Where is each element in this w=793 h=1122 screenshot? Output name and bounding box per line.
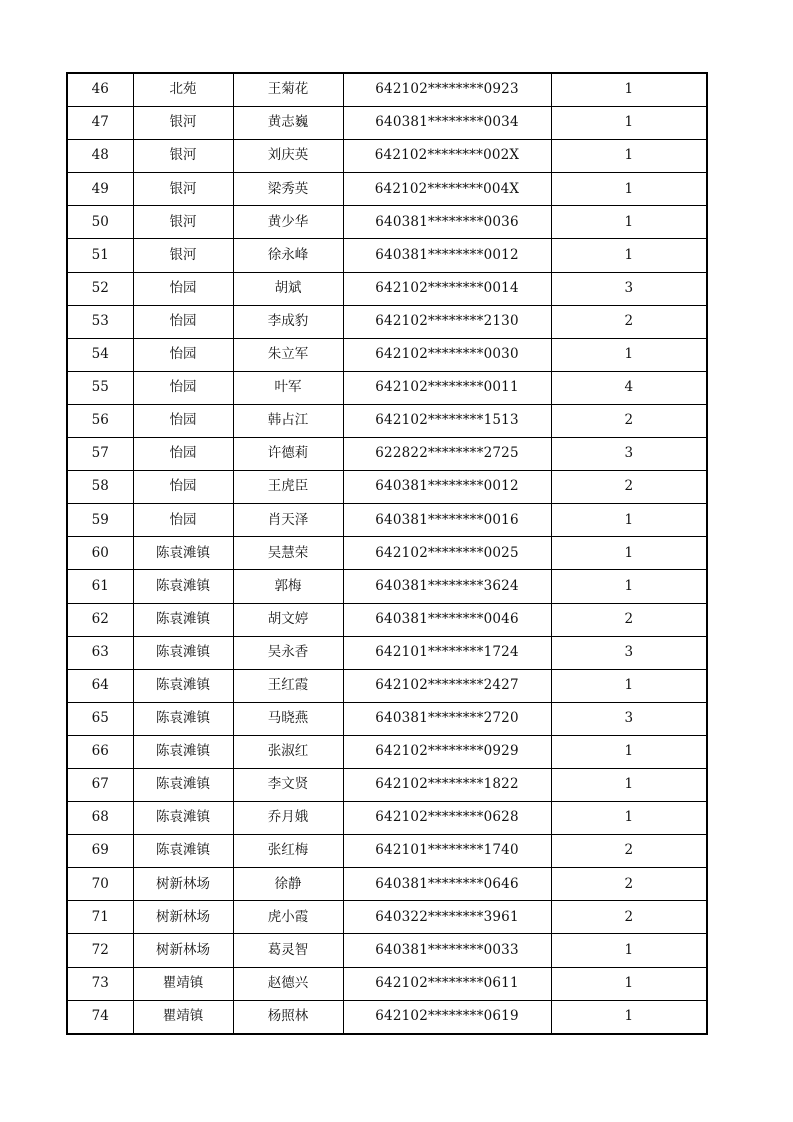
table-row xyxy=(67,603,707,636)
id-number-cell: 642102********0929 xyxy=(343,735,551,768)
table-row xyxy=(67,471,707,504)
town-cell: 陈袁滩镇 xyxy=(133,768,233,801)
id-number-cell: 642102********2130 xyxy=(343,305,551,338)
count-cell: 3 xyxy=(551,636,707,669)
town-cell: 怡园 xyxy=(133,371,233,404)
table-row xyxy=(67,537,707,570)
row-number-cell: 54 xyxy=(67,338,133,371)
count-cell: 1 xyxy=(551,537,707,570)
household-table xyxy=(66,72,708,1035)
person-name-cell: 朱立军 xyxy=(233,338,343,371)
count-cell: 1 xyxy=(551,73,707,107)
person-name-cell: 赵德兴 xyxy=(233,967,343,1000)
row-number-cell: 61 xyxy=(67,570,133,603)
person-name-cell: 胡斌 xyxy=(233,272,343,305)
row-number-cell: 59 xyxy=(67,504,133,537)
table-row xyxy=(67,305,707,338)
town-cell: 怡园 xyxy=(133,305,233,338)
person-name-cell: 叶军 xyxy=(233,371,343,404)
count-cell: 2 xyxy=(551,868,707,901)
table-row xyxy=(67,404,707,437)
row-number-cell: 64 xyxy=(67,669,133,702)
table-body xyxy=(67,73,707,1034)
count-cell: 2 xyxy=(551,471,707,504)
person-name-cell: 张红梅 xyxy=(233,835,343,868)
id-number-cell: 640381********3624 xyxy=(343,570,551,603)
person-name-cell: 张淑红 xyxy=(233,735,343,768)
person-name-cell: 乔月娥 xyxy=(233,802,343,835)
table-row xyxy=(67,802,707,835)
count-cell: 3 xyxy=(551,702,707,735)
table-row xyxy=(67,504,707,537)
count-cell: 1 xyxy=(551,967,707,1000)
table-row xyxy=(67,735,707,768)
row-number-cell: 70 xyxy=(67,868,133,901)
id-number-cell: 642102********002X xyxy=(343,140,551,173)
town-cell: 怡园 xyxy=(133,471,233,504)
count-cell: 1 xyxy=(551,735,707,768)
person-name-cell: 黄志巍 xyxy=(233,107,343,140)
person-name-cell: 吴慧荣 xyxy=(233,537,343,570)
row-number-cell: 68 xyxy=(67,802,133,835)
id-number-cell: 640322********3961 xyxy=(343,901,551,934)
count-cell: 1 xyxy=(551,140,707,173)
person-name-cell: 李成豹 xyxy=(233,305,343,338)
id-number-cell: 642102********0011 xyxy=(343,371,551,404)
id-number-cell: 642102********1822 xyxy=(343,768,551,801)
table-row xyxy=(67,768,707,801)
id-number-cell: 640381********0012 xyxy=(343,471,551,504)
count-cell: 1 xyxy=(551,768,707,801)
town-cell: 陈袁滩镇 xyxy=(133,702,233,735)
person-name-cell: 徐静 xyxy=(233,868,343,901)
id-number-cell: 640381********0012 xyxy=(343,239,551,272)
id-number-cell: 642102********0611 xyxy=(343,967,551,1000)
table-row xyxy=(67,73,707,107)
town-cell: 树新林场 xyxy=(133,868,233,901)
id-number-cell: 640381********0034 xyxy=(343,107,551,140)
id-number-cell: 642102********0030 xyxy=(343,338,551,371)
row-number-cell: 53 xyxy=(67,305,133,338)
count-cell: 1 xyxy=(551,239,707,272)
count-cell: 1 xyxy=(551,934,707,967)
id-number-cell: 642102********1513 xyxy=(343,404,551,437)
table-row xyxy=(67,570,707,603)
row-number-cell: 66 xyxy=(67,735,133,768)
id-number-cell: 642101********1724 xyxy=(343,636,551,669)
row-number-cell: 63 xyxy=(67,636,133,669)
id-number-cell: 642102********004X xyxy=(343,173,551,206)
person-name-cell: 许德莉 xyxy=(233,438,343,471)
table-row xyxy=(67,107,707,140)
id-number-cell: 622822********2725 xyxy=(343,438,551,471)
person-name-cell: 吴永香 xyxy=(233,636,343,669)
row-number-cell: 49 xyxy=(67,173,133,206)
person-name-cell: 马晓燕 xyxy=(233,702,343,735)
id-number-cell: 640381********2720 xyxy=(343,702,551,735)
table-row xyxy=(67,272,707,305)
count-cell: 2 xyxy=(551,835,707,868)
id-number-cell: 640381********0016 xyxy=(343,504,551,537)
row-number-cell: 60 xyxy=(67,537,133,570)
town-cell: 北苑 xyxy=(133,73,233,107)
row-number-cell: 72 xyxy=(67,934,133,967)
town-cell: 银河 xyxy=(133,107,233,140)
row-number-cell: 56 xyxy=(67,404,133,437)
count-cell: 1 xyxy=(551,206,707,239)
person-name-cell: 徐永峰 xyxy=(233,239,343,272)
town-cell: 怡园 xyxy=(133,404,233,437)
row-number-cell: 71 xyxy=(67,901,133,934)
count-cell: 2 xyxy=(551,901,707,934)
id-number-cell: 642102********0025 xyxy=(343,537,551,570)
count-cell: 4 xyxy=(551,371,707,404)
id-number-cell: 642102********0923 xyxy=(343,73,551,107)
count-cell: 1 xyxy=(551,669,707,702)
id-number-cell: 642101********1740 xyxy=(343,835,551,868)
town-cell: 树新林场 xyxy=(133,934,233,967)
count-cell: 1 xyxy=(551,570,707,603)
id-number-cell: 642102********2427 xyxy=(343,669,551,702)
count-cell: 1 xyxy=(551,338,707,371)
table-row xyxy=(67,669,707,702)
person-name-cell: 肖天泽 xyxy=(233,504,343,537)
table-row xyxy=(67,1000,707,1034)
table-row xyxy=(67,934,707,967)
table-row xyxy=(67,636,707,669)
id-number-cell: 640381********0033 xyxy=(343,934,551,967)
row-number-cell: 48 xyxy=(67,140,133,173)
row-number-cell: 52 xyxy=(67,272,133,305)
count-cell: 1 xyxy=(551,173,707,206)
count-cell: 1 xyxy=(551,802,707,835)
row-number-cell: 67 xyxy=(67,768,133,801)
table-row xyxy=(67,702,707,735)
town-cell: 银河 xyxy=(133,239,233,272)
count-cell: 2 xyxy=(551,404,707,437)
person-name-cell: 胡文婷 xyxy=(233,603,343,636)
id-number-cell: 640381********0646 xyxy=(343,868,551,901)
person-name-cell: 葛灵智 xyxy=(233,934,343,967)
person-name-cell: 虎小霞 xyxy=(233,901,343,934)
town-cell: 怡园 xyxy=(133,338,233,371)
town-cell: 银河 xyxy=(133,173,233,206)
person-name-cell: 刘庆英 xyxy=(233,140,343,173)
table-row xyxy=(67,868,707,901)
row-number-cell: 69 xyxy=(67,835,133,868)
table-row xyxy=(67,835,707,868)
town-cell: 陈袁滩镇 xyxy=(133,537,233,570)
row-number-cell: 62 xyxy=(67,603,133,636)
id-number-cell: 642102********0619 xyxy=(343,1000,551,1034)
count-cell: 1 xyxy=(551,107,707,140)
town-cell: 陈袁滩镇 xyxy=(133,735,233,768)
town-cell: 陈袁滩镇 xyxy=(133,603,233,636)
table-row xyxy=(67,239,707,272)
person-name-cell: 梁秀英 xyxy=(233,173,343,206)
town-cell: 陈袁滩镇 xyxy=(133,669,233,702)
row-number-cell: 50 xyxy=(67,206,133,239)
town-cell: 银河 xyxy=(133,206,233,239)
town-cell: 怡园 xyxy=(133,504,233,537)
count-cell: 2 xyxy=(551,603,707,636)
town-cell: 树新林场 xyxy=(133,901,233,934)
row-number-cell: 51 xyxy=(67,239,133,272)
count-cell: 1 xyxy=(551,504,707,537)
town-cell: 怡园 xyxy=(133,272,233,305)
person-name-cell: 黄少华 xyxy=(233,206,343,239)
person-name-cell: 杨照林 xyxy=(233,1000,343,1034)
table-row xyxy=(67,140,707,173)
town-cell: 陈袁滩镇 xyxy=(133,636,233,669)
town-cell: 银河 xyxy=(133,140,233,173)
table-row xyxy=(67,967,707,1000)
row-number-cell: 74 xyxy=(67,1000,133,1034)
table-row xyxy=(67,371,707,404)
count-cell: 1 xyxy=(551,1000,707,1034)
town-cell: 陈袁滩镇 xyxy=(133,570,233,603)
person-name-cell: 韩占江 xyxy=(233,404,343,437)
table-row xyxy=(67,438,707,471)
table-row xyxy=(67,206,707,239)
town-cell: 陈袁滩镇 xyxy=(133,802,233,835)
id-number-cell: 642102********0628 xyxy=(343,802,551,835)
person-name-cell: 王虎臣 xyxy=(233,471,343,504)
town-cell: 怡园 xyxy=(133,438,233,471)
town-cell: 瞿靖镇 xyxy=(133,1000,233,1034)
table-row xyxy=(67,338,707,371)
id-number-cell: 640381********0036 xyxy=(343,206,551,239)
count-cell: 3 xyxy=(551,438,707,471)
row-number-cell: 46 xyxy=(67,73,133,107)
count-cell: 2 xyxy=(551,305,707,338)
person-name-cell: 王红霞 xyxy=(233,669,343,702)
person-name-cell: 李文贤 xyxy=(233,768,343,801)
person-name-cell: 郭梅 xyxy=(233,570,343,603)
row-number-cell: 57 xyxy=(67,438,133,471)
table-row xyxy=(67,901,707,934)
row-number-cell: 65 xyxy=(67,702,133,735)
table-row xyxy=(67,173,707,206)
count-cell: 3 xyxy=(551,272,707,305)
row-number-cell: 58 xyxy=(67,471,133,504)
person-name-cell: 王菊花 xyxy=(233,73,343,107)
town-cell: 瞿靖镇 xyxy=(133,967,233,1000)
row-number-cell: 55 xyxy=(67,371,133,404)
id-number-cell: 642102********0014 xyxy=(343,272,551,305)
row-number-cell: 47 xyxy=(67,107,133,140)
town-cell: 陈袁滩镇 xyxy=(133,835,233,868)
id-number-cell: 640381********0046 xyxy=(343,603,551,636)
row-number-cell: 73 xyxy=(67,967,133,1000)
